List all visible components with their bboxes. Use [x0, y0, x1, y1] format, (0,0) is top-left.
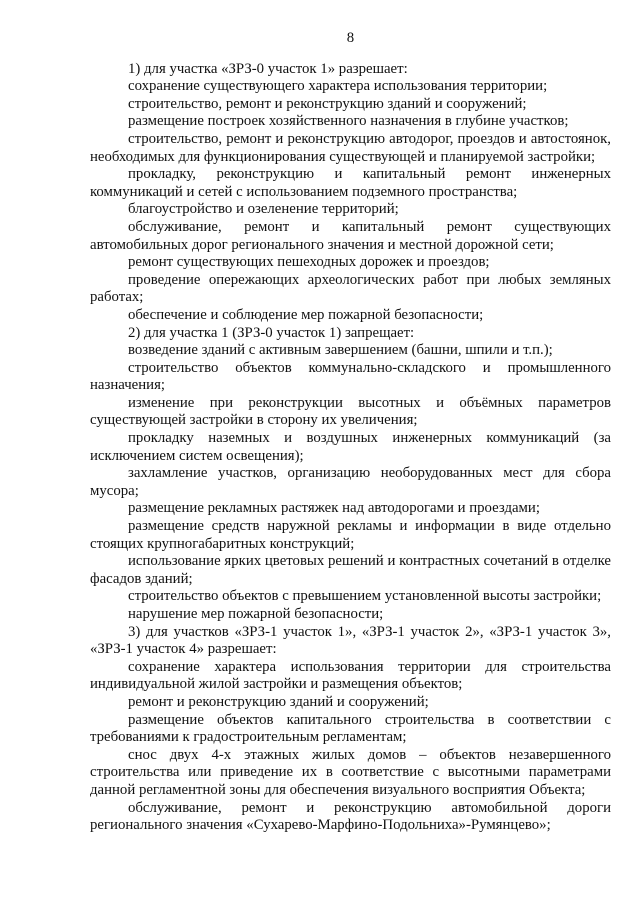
- document-body: [90, 61, 611, 835]
- paragraph: обслуживание, ремонт и реконструкцию автомобильной дороги регионального значения «Сухарево-Марфино-Подольниха»-Румянцево»;: [90, 799, 611, 834]
- paragraph: размещение построек хозяйственного назначения в глубине участков;: [128, 113, 569, 130]
- paragraph: обеспечение и соблюдение мер пожарной безопасности;: [128, 306, 484, 323]
- paragraph: нарушение мер пожарной безопасности;: [128, 606, 384, 622]
- paragraph: строительство объектов коммунально-складского и промышленного назначения;: [90, 359, 611, 394]
- paragraph: захламление участков, организацию необорудованных мест для сбора мусора;: [90, 465, 611, 499]
- paragraph: ремонт и реконструкцию зданий и сооружений;: [128, 693, 429, 710]
- paragraph: сохранение существующего характера использования территории;: [128, 78, 548, 95]
- paragraph: ремонт существующих пешеходных дорожек и проездов;: [128, 254, 490, 271]
- paragraph: строительство, ремонт и реконструкцию зданий и сооружений;: [128, 95, 527, 112]
- paragraph: проведение опережающих археологических работ при любых земляных работах;: [90, 271, 611, 306]
- paragraph: прокладку, реконструкцию и капитальный ремонт инженерных коммуникаций и сетей с использованием подземного пространства;: [90, 166, 611, 200]
- paragraph: обслуживание, ремонт и капитальный ремонт существующих автомобильных дорог регионального значения и местной дорожной сети;: [90, 218, 611, 253]
- paragraph: размещение средств наружной рекламы и информации в виде отдельно стоящих крупногабаритных конструкций;: [90, 518, 611, 552]
- paragraph: благоустройство и озеленение территорий;: [128, 201, 399, 218]
- paragraph: использование ярких цветовых решений и контрастных сочетаний в отделке фасадов зданий;: [90, 553, 611, 587]
- paragraph: размещение рекламных растяжек над автодорогами и проездами;: [128, 500, 540, 517]
- paragraph: прокладку наземных и воздушных инженерных коммуникаций (за исключением систем освещения);: [90, 430, 611, 464]
- paragraph: снос двух 4-х этажных жилых домов – объектов незавершенного строительства или приведение их в соответствие с высотными параметрами данной регламентной зоны для обеспечения визуального восприятия Объекта;: [90, 746, 611, 798]
- paragraph: строительство, ремонт и реконструкцию автодорог, проездов и автостоянок, необходимых для функционирования существующей и планируемой застройки;: [90, 130, 611, 165]
- paragraph: размещение объектов капитального строительства в соответствии с требованиями к градостроительным регламентам;: [90, 711, 611, 746]
- paragraph: сохранение характера использования территории для строительства индивидуальной жилой застройки и размещения объектов;: [90, 658, 611, 693]
- paragraph: 1) для участка «ЗРЗ-0 участок 1» разрешает:: [128, 60, 408, 77]
- paragraph: строительство объектов с превышением установленной высоты застройки;: [128, 588, 602, 605]
- paragraph: 2) для участка 1 (ЗРЗ-0 участок 1) запрещает:: [128, 324, 415, 341]
- paragraph: 3) для участков «ЗРЗ-1 участок 1», «ЗРЗ-1 участок 2», «ЗРЗ-1 участок 3», «ЗРЗ-1 участок 4» разрешает:: [90, 623, 611, 658]
- paragraph: изменение при реконструкции высотных и объёмных параметров существующей застройки в сторону их увеличения;: [90, 394, 611, 429]
- paragraph: возведение зданий с активным завершением (башни, шпили и т.п.);: [128, 342, 553, 359]
- page-number: 8: [346, 30, 355, 46]
